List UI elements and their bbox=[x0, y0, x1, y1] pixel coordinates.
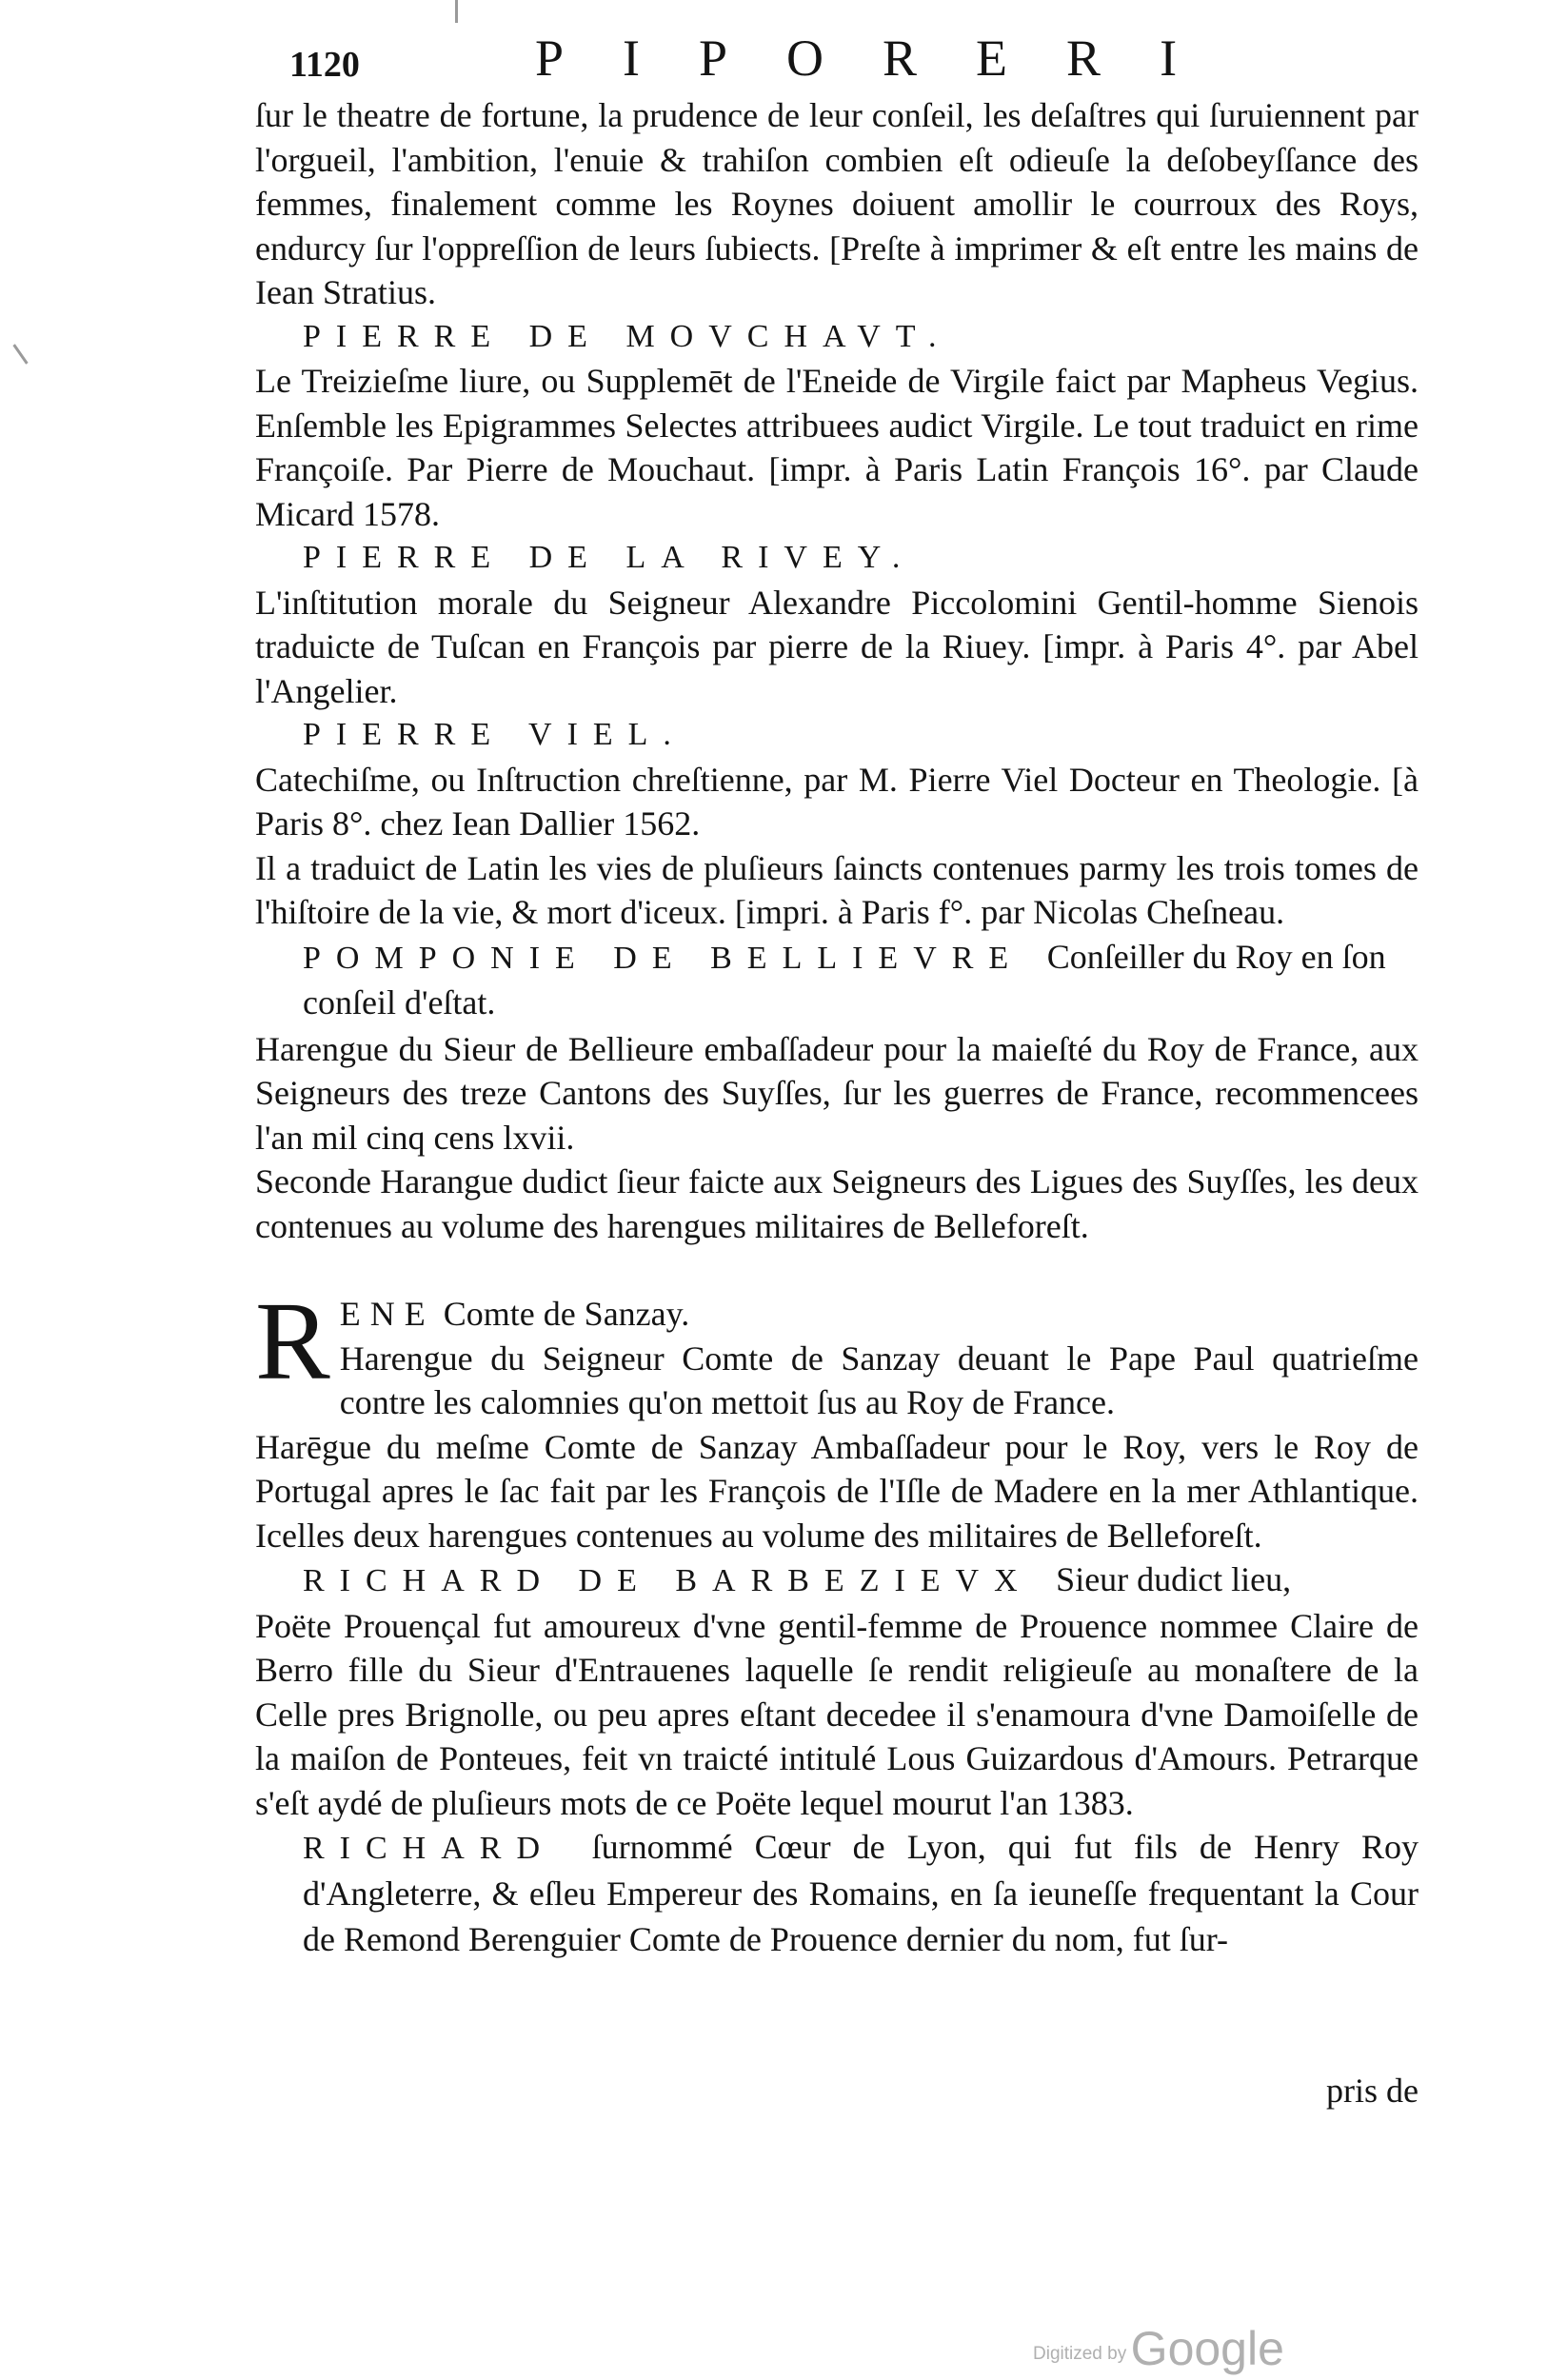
catchword: pris de bbox=[1326, 2072, 1419, 2110]
entry-heading-tail: Sieur dudict lieu, bbox=[1056, 1560, 1292, 1598]
entry-heading bbox=[255, 1557, 1419, 1604]
entry-paragraph: Poëte Prouençal fut amoureux d'vne gentil-femme de Prouence nommee Claire de Berro fille du Sieur d'Entrauenes laquelle ſe rendit religieuſe au monaſtere de la Celle pres Brignolle, ou peu apres eſtant decedee il s'enamoura d'vne Damoiſelle de la maiſon de Ponteues, feit vn traicté intitulé Lous Guizardous d'Amours. Petrarque s'eſt aydé de pluſieurs mots de ce Poëte lequel mourut l'an 1383. bbox=[255, 1606, 1419, 1822]
entry-paragraph: Le Treizieſme liure, ou Supplemēt de l'Eneide de Virgile faict par Mapheus Vegius. Enſemble les Epigrammes Selectes attribuees audict Virgile. Le tout traduict en rime Françoiſe. Par Pierre de Mouchaut. [impr. à Paris Latin François 16°. par Claude Micard 1578. bbox=[255, 362, 1419, 533]
entry-paragraph: Harēgue du meſme Comte de Sanzay Ambaſſadeur pour le Roy, vers le Roy de Portugal apres le ſac fait par les François de l'Iſle de Madere en la mer Athlantique. Icelles deux harengues contenues au volume des militaires de Belleforeſt. bbox=[255, 1427, 1419, 1555]
entry-heading bbox=[255, 713, 1419, 758]
watermark-prefix: Digitized by bbox=[1033, 2344, 1127, 2364]
entry-pierre-de-mouchaut bbox=[255, 315, 1419, 537]
margin-mark bbox=[12, 344, 28, 364]
entry-paragraph: Harengue du Sieur de Bellieure embaſſadeur pour la maieſté du Roy de France, aux Seigneurs des treze Cantons des Suyſſes, ſur les guerres de France, recommencees l'an mil cinq cens lxvii. bbox=[255, 1029, 1419, 1157]
entry-heading-tail: Conſeiller du Roy en ſon conſeil d'eſtat. bbox=[303, 937, 1386, 1021]
entry-heading bbox=[255, 315, 1419, 360]
entry-pierre-de-la-rivey bbox=[255, 536, 1419, 713]
watermark-brand: Google bbox=[1130, 2322, 1284, 2375]
entry-paragraph: Il a traduict de Latin les vies de pluſieurs ſaincts contenues parmy les trois tomes de l'hiſtoire de la vie, & mort d'iceux. [impri. à Paris f°. par Nicolas Cheſneau. bbox=[255, 848, 1419, 931]
entry-paragraph: Catechiſme, ou Inſtruction chreſtienne, par M. Pierre Viel Docteur en Theologie. [à Paris 8°. chez Iean Dallier 1562. bbox=[255, 760, 1419, 843]
entry-paragraph: Harengue du Seigneur Comte de Sanzay deuant le Pape Paul quatrieſme contre les calomnies qu'on mettoit ſus au Roy de France. bbox=[339, 1339, 1419, 1421]
page-header bbox=[249, 29, 1420, 95]
entry-richard-de-barbezieux bbox=[255, 1557, 1419, 1825]
entry-richard-coeur-de-lyon bbox=[255, 1825, 1419, 1964]
continuation-text: ſur le theatre de fortune, la prudence de leur conſeil, les deſaſtres qui ſuruiennent par l'orgueil, l'ambition, l'enuie & trahiſon combien eſt odieuſe la deſobeyſſance des femmes, finalement comme les Roynes doiuent amollir le courroux des Roys, endurcy ſur l'oppreſſion de leurs ſubiects. [Preſte à imprimer & eſt entre les mains de Iean Stratius. bbox=[255, 96, 1419, 311]
entry-paragraph: L'inſtitution morale du Seigneur Alexandre Piccolomini Gentil-homme Sienois traduicte de Tuſcan en François par pierre de la Riuey. [impr. à Paris 4°. par Abel l'Angelier. bbox=[255, 583, 1419, 710]
entry-heading bbox=[255, 1825, 1419, 1964]
entry-heading bbox=[255, 536, 1419, 581]
entry-paragraph: Seconde Harangue dudict ſieur faicte aux Seigneurs des Ligues des Suyſſes, les deux contenues au volume des harengues militaires de Belleforeſt. bbox=[255, 1162, 1419, 1245]
running-head: PIPORERI bbox=[535, 30, 1237, 87]
entry-heading-name: RICHARD bbox=[303, 1831, 556, 1866]
rene-name: ENE bbox=[339, 1295, 435, 1333]
section-gap bbox=[255, 1248, 1419, 1292]
entry-heading-name: RICHARD DE BARBEZIEVX bbox=[303, 1563, 1033, 1598]
entry-heading-name: PIERRE DE LA RIVEY. bbox=[303, 540, 916, 575]
entry-heading bbox=[255, 935, 1419, 1027]
rene-name-tail: Comte de Sanzay. bbox=[443, 1295, 690, 1333]
entry-heading-name: POMPONIE DE BELLIEVRE bbox=[303, 940, 1024, 976]
entry-pomponie-de-bellievre bbox=[255, 935, 1419, 1249]
rene-heading bbox=[255, 1292, 1419, 1337]
section-r-rene bbox=[255, 1279, 1419, 1557]
page-body bbox=[255, 93, 1419, 1964]
drop-capital: R bbox=[255, 1279, 330, 1403]
entry-heading-tail: ſurnommé Cœur de Lyon, qui fut fils de Henry Roy d'Angleterre, & eſleu Empereur des Romains, en ſa ieuneſſe frequentant la Cour de Remond Berenguier Comte de Prouence dernier du nom, fut ſur- bbox=[303, 1828, 1419, 1958]
margin-mark bbox=[455, 0, 458, 23]
entry-heading-name: PIERRE DE MOVCHAVT. bbox=[303, 318, 952, 354]
page-number: 1120 bbox=[289, 45, 360, 85]
entry-pierre-viel bbox=[255, 713, 1419, 935]
entry-heading-name: PIERRE VIEL. bbox=[303, 717, 686, 752]
digitized-watermark bbox=[1033, 2321, 1284, 2376]
